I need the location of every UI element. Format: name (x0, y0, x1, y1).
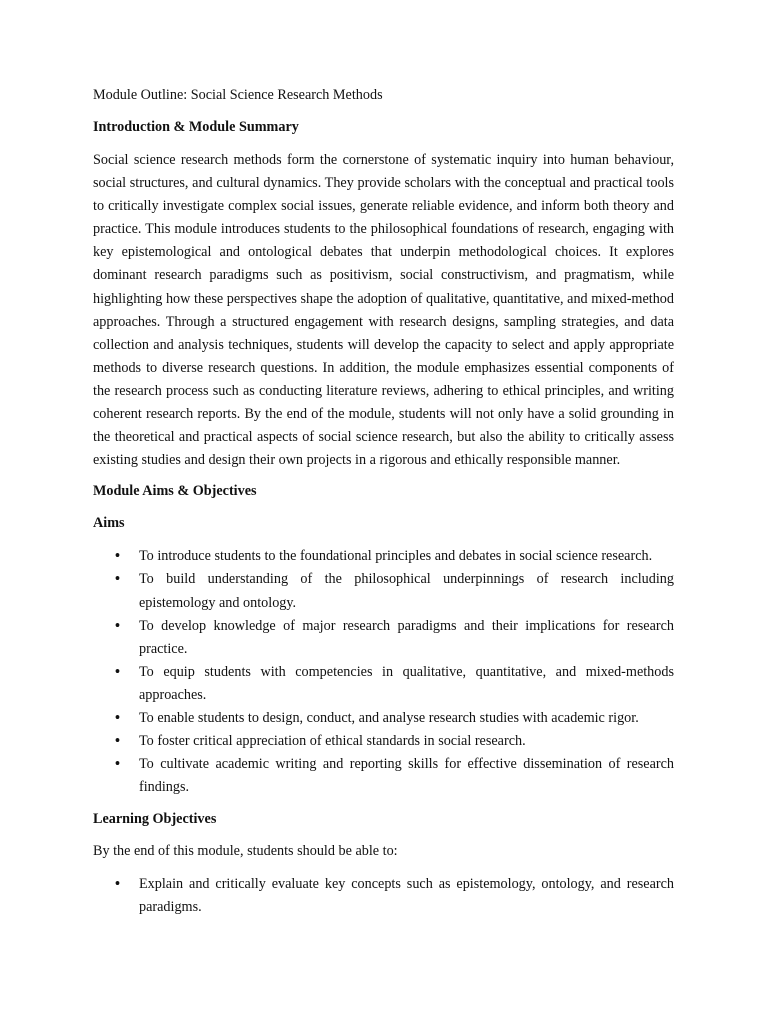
aims-list-item (93, 707, 674, 730)
aims-list-item (93, 661, 674, 707)
bullet-icon: • (115, 548, 120, 565)
aim-text: To equip students with competencies in qualitative, quantitative, and mixed-methods approaches. (139, 663, 674, 703)
bullet-icon: • (115, 709, 120, 726)
learning-objectives-list (93, 873, 674, 919)
learning-objectives-lead: By the end of this module, students should be able to: (93, 843, 398, 860)
bullet-icon: • (115, 663, 120, 680)
learning-objectives-heading: Learning Objectives (93, 811, 217, 828)
aim-text: To build understanding of the philosophical underpinnings of research including epistemology and ontology. (139, 571, 674, 611)
aims-objectives-heading: Module Aims & Objectives (93, 483, 257, 500)
intro-paragraph: Social science research methods form the cornerstone of systematic inquiry into human behaviour, social structures, and cultural dynamics. They provide scholars with the conceptual and practical tools to critically investigate complex social issues, generate reliable evidence, and inform both theory and practice. This module introduces students to the philosophical foundations of research, engaging with key epistemological and ontological debates that underpin methodological choices. It explores dominant research paradigms such as positivism, social constructivism, and pragmatism, while highlighting how these perspectives shape the adoption of qualitative, quantitative, and mixed-method approaches. Through a structured engagement with research designs, sampling strategies, and data collection and analysis techniques, students will develop the capacity to select and apply appropriate methods to diverse research questions. In addition, the module emphasizes essential components of the research process such as conducting literature reviews, adhering to ethical principles, and writing coherent research reports. By the end of the module, students will not only have a solid grounding in the theoretical and practical aspects of social science research, but also the ability to critically assess existing studies and design their own projects in a rigorous and ethically responsible manner. (93, 152, 674, 469)
aim-text: To foster critical appreciation of ethical standards in social research. (139, 733, 526, 750)
aims-list-item (93, 730, 674, 753)
aims-list (93, 545, 674, 799)
bullet-icon: • (115, 571, 120, 588)
bullet-icon: • (115, 876, 120, 893)
aim-text: To cultivate academic writing and reporting skills for effective dissemination of research findings. (139, 756, 674, 796)
aims-heading: Aims (93, 515, 125, 532)
aim-text: To develop knowledge of major research paradigms and their implications for research practice. (139, 617, 674, 657)
bullet-icon: • (115, 617, 120, 634)
aim-text: To enable students to design, conduct, and analyse research studies with academic rigor. (139, 709, 639, 726)
intro-heading: Introduction & Module Summary (93, 119, 299, 135)
aim-text: To introduce students to the foundational principles and debates in social science research. (139, 548, 653, 565)
aims-list-item (93, 615, 674, 661)
bullet-icon: • (115, 756, 120, 773)
aims-list-item (93, 545, 674, 568)
aims-list-item (93, 753, 674, 799)
objective-text: Explain and critically evaluate key concepts such as epistemology, ontology, and research paradigms. (139, 876, 674, 916)
aims-list-item (93, 568, 674, 614)
objective-list-item (93, 873, 674, 919)
bullet-icon: • (115, 733, 120, 750)
document-page (93, 85, 674, 920)
document-title: Module Outline: Social Science Research Methods (93, 87, 383, 103)
